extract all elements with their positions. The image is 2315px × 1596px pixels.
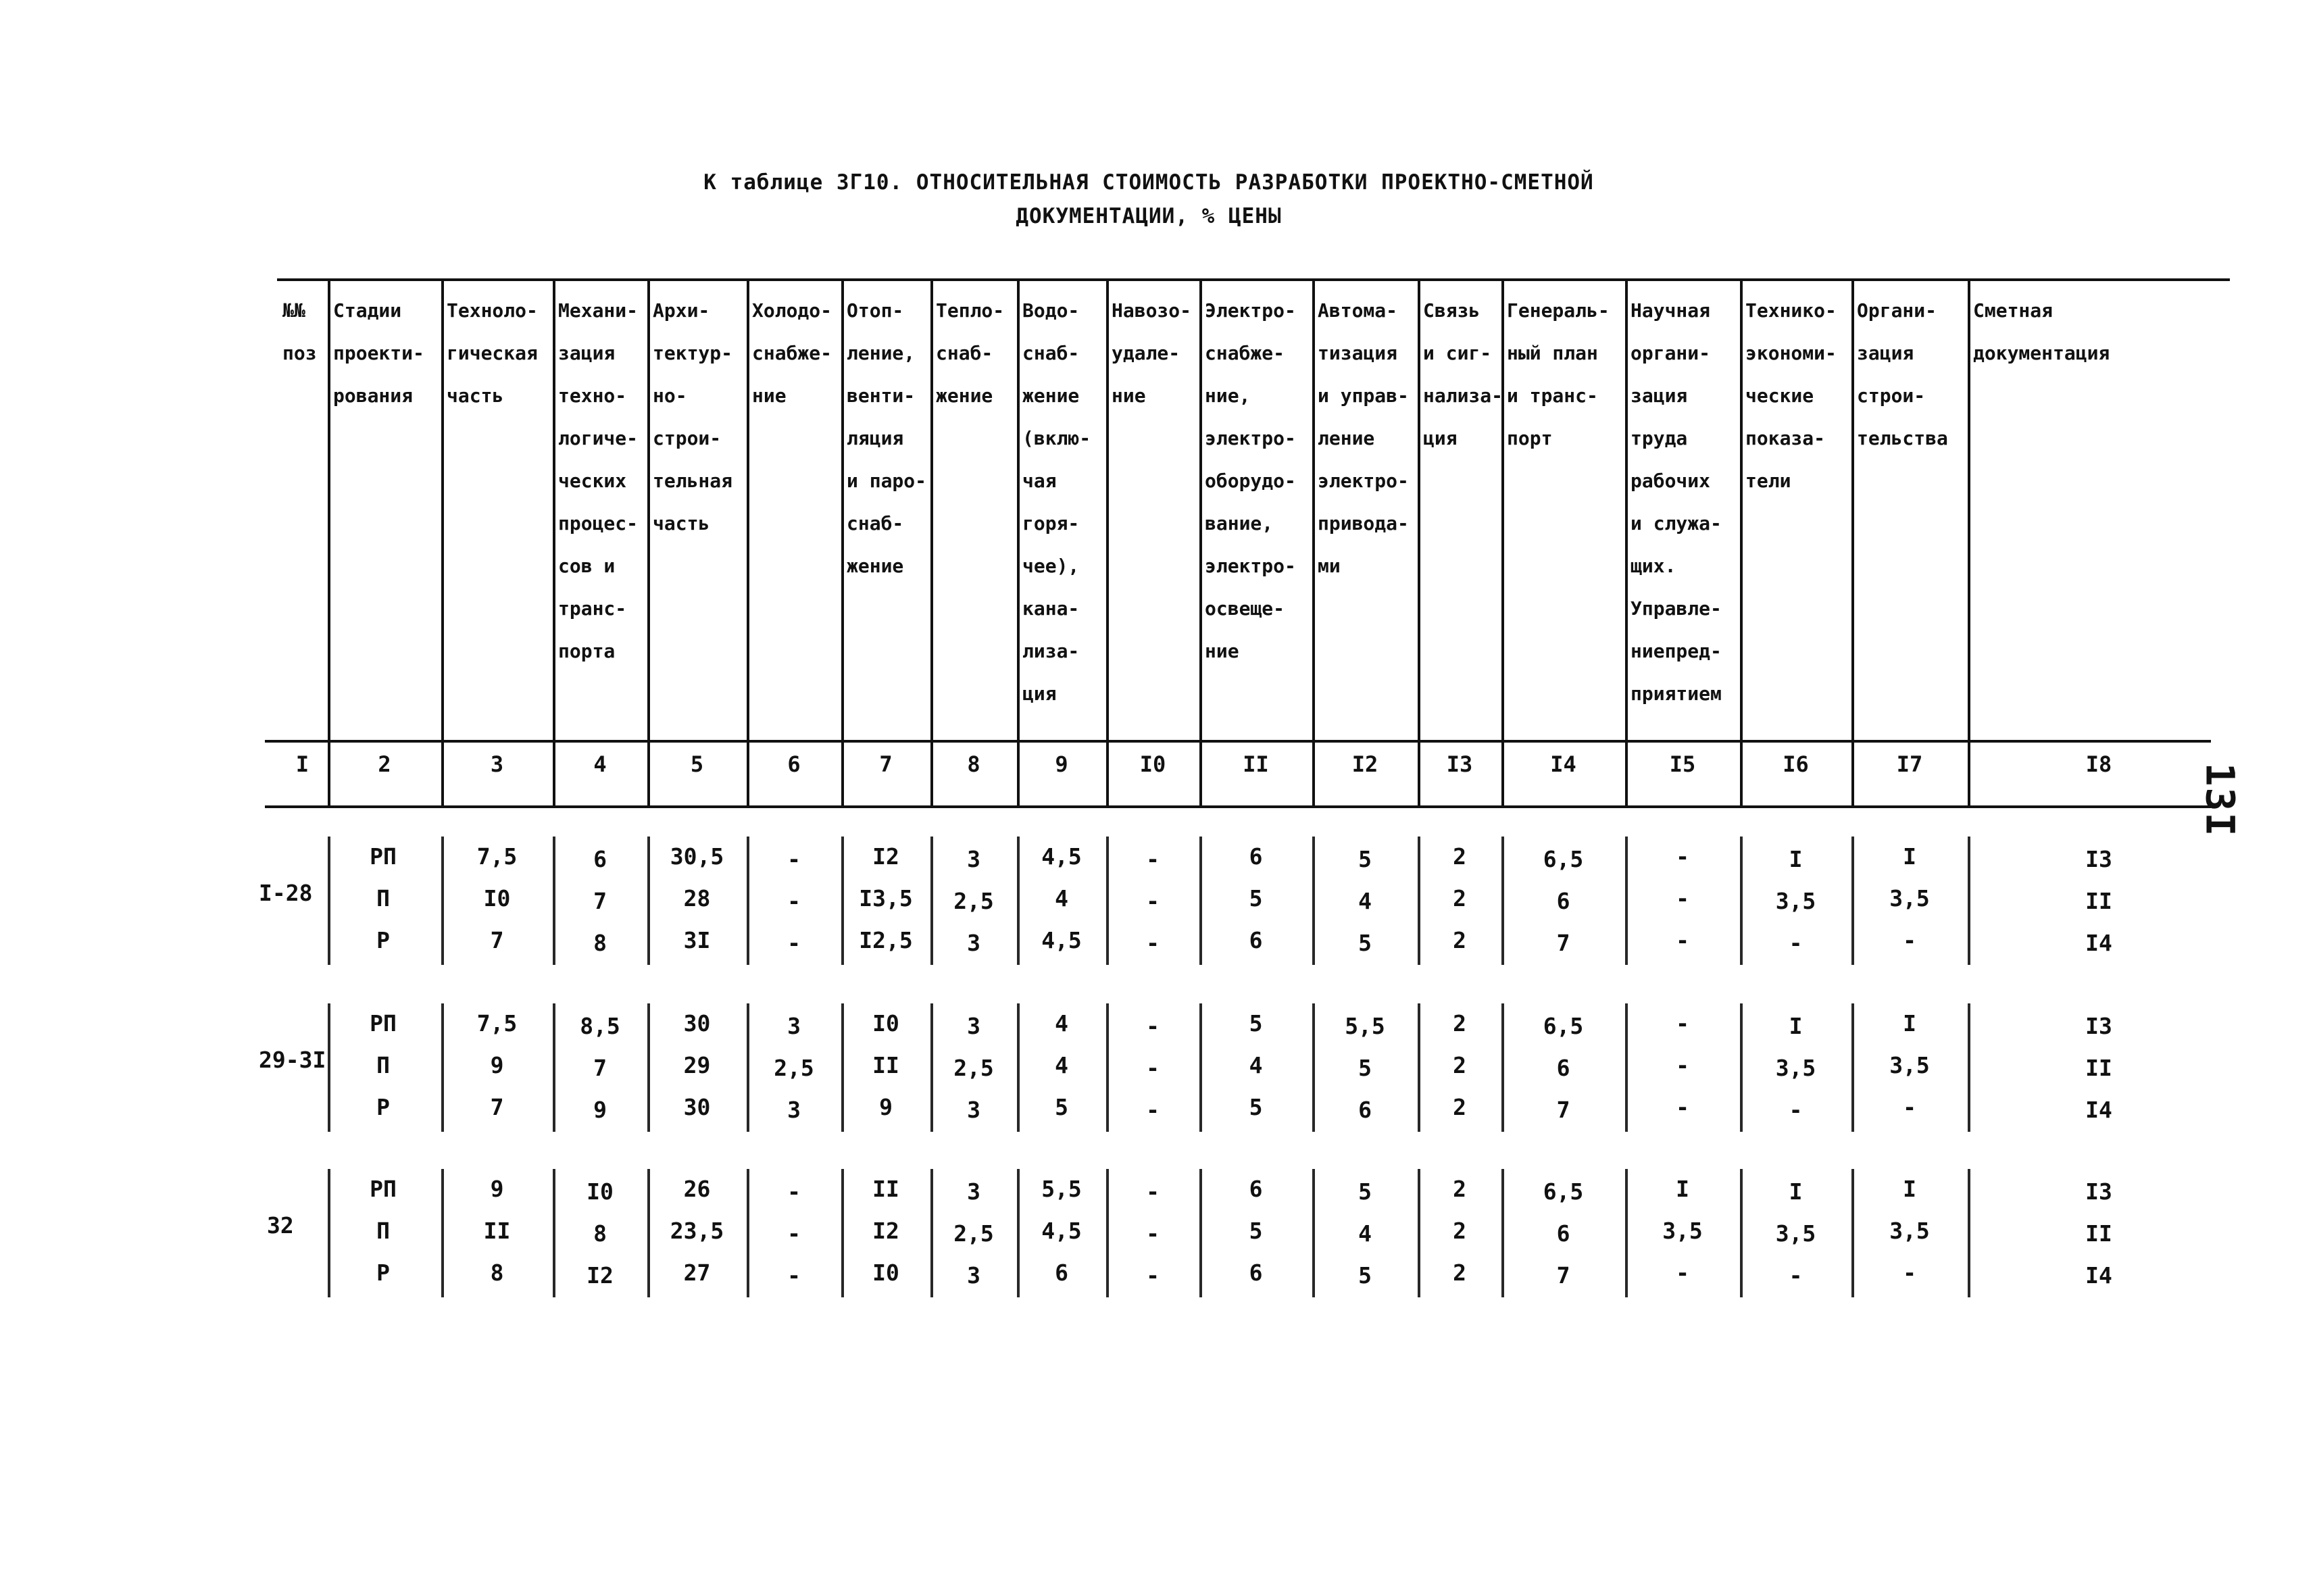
table-cell: 5 (1358, 1262, 1372, 1289)
table-cell: - (1676, 885, 1689, 912)
number-column-divider (1106, 740, 1109, 807)
table-cell: 2 (1453, 1094, 1466, 1120)
table-cell: 3,5 (1775, 1220, 1816, 1247)
table-cell: 7 (593, 888, 607, 914)
table-cell: 2 (1453, 1176, 1466, 1202)
table-cell: 4 (1055, 885, 1068, 912)
column-number: 8 (967, 751, 980, 777)
column-number: I5 (1669, 751, 1696, 777)
body-column-divider (747, 1003, 749, 1132)
column-number: 7 (879, 751, 893, 777)
column-header: Научная органи- зация труда рабочих и служа- щих. Управле- ниепред- приятием (1631, 299, 1722, 705)
body-column-divider (1625, 837, 1628, 965)
table-cell: 5 (1249, 1010, 1263, 1037)
body-column-divider (1312, 837, 1315, 965)
table-cell: 29 (683, 1052, 711, 1078)
table-cell: - (787, 1220, 801, 1247)
number-column-divider (1740, 740, 1743, 807)
table-cell: 9 (490, 1176, 504, 1202)
table-cell: II (2085, 1220, 2112, 1247)
number-column-divider (1625, 740, 1628, 807)
table-cell: 2 (1453, 1260, 1466, 1286)
body-column-divider (1851, 837, 1854, 965)
table-cell: 8 (593, 1220, 607, 1247)
body-column-divider (1312, 1003, 1315, 1132)
body-column-divider (441, 1003, 444, 1132)
column-number: I7 (1896, 751, 1923, 777)
table-cell: - (1146, 1262, 1160, 1289)
column-header: Отоп- ление, венти- ляция и паро- снаб- жение (847, 299, 927, 577)
body-column-divider (1418, 837, 1420, 965)
table-cell: - (1903, 1094, 1916, 1120)
column-number: I4 (1550, 751, 1576, 777)
table-cell: 2 (1453, 1052, 1466, 1078)
body-column-divider (1017, 837, 1020, 965)
number-column-divider (841, 740, 844, 807)
column-header: Тепло- снаб- жение (936, 299, 1005, 407)
table-cell: 3 (967, 1013, 980, 1039)
table-cell: 2,5 (953, 1055, 994, 1081)
table-cell: I2 (872, 1218, 899, 1244)
body-column-divider (1418, 1169, 1420, 1297)
table-title (608, 166, 1689, 233)
table-cell: 30,5 (670, 843, 724, 870)
table-cell: 7,5 (476, 1010, 518, 1037)
table-cell: 6 (1556, 1055, 1570, 1081)
column-header: Водо- снаб- жение (вклю- чая горя- чее), кана- лиза- ция (1022, 299, 1091, 705)
body-column-divider (1968, 837, 1970, 965)
table-cell: 9 (490, 1052, 504, 1078)
column-header: №№ поз (282, 299, 317, 364)
header-column-divider (1312, 278, 1315, 743)
body-column-divider (328, 837, 330, 965)
number-column-divider (1017, 740, 1020, 807)
body-column-divider (1740, 1003, 1743, 1132)
number-column-divider (1501, 740, 1504, 807)
body-column-divider (1501, 837, 1504, 965)
column-number: I2 (1351, 751, 1378, 777)
table-cell: II (2085, 888, 2112, 914)
column-header: Электро- снабже- ние, электро- оборудо- вание, электро- освеще- ние (1205, 299, 1296, 662)
body-column-divider (1968, 1169, 1970, 1297)
table-cell: 5 (1249, 1094, 1263, 1120)
number-column-divider (747, 740, 749, 807)
table-cell: 3,5 (1889, 885, 1930, 912)
table-cell: - (1789, 1262, 1803, 1289)
table-cell: 3 (967, 930, 980, 956)
column-number: 2 (378, 751, 391, 777)
body-column-divider (747, 837, 749, 965)
column-header: Связь и сиг- нализа- ция (1423, 299, 1503, 449)
table-cell: 23,5 (670, 1218, 724, 1244)
number-column-divider (930, 740, 933, 807)
body-column-divider (1625, 1003, 1628, 1132)
table-cell: 2 (1453, 843, 1466, 870)
table-cell: 2 (1453, 1218, 1466, 1244)
table-cell: 6 (1249, 927, 1263, 953)
table-top-rule (277, 278, 2230, 281)
table-cell: 5 (1358, 1178, 1372, 1205)
table-cell: - (1146, 1178, 1160, 1205)
body-column-divider (1106, 1003, 1109, 1132)
header-column-divider (1106, 278, 1109, 743)
header-column-divider (441, 278, 444, 743)
table-cell: I2 (587, 1262, 614, 1289)
body-column-divider (441, 1169, 444, 1297)
number-column-divider (441, 740, 444, 807)
column-number: I (295, 751, 309, 777)
table-cell: 4,5 (1041, 927, 1082, 953)
table-cell: 27 (683, 1260, 711, 1286)
table-cell: 9 (879, 1094, 893, 1120)
column-header: Холодо- снабже- ние (752, 299, 832, 407)
body-column-divider (441, 837, 444, 965)
table-cell: - (1146, 930, 1160, 956)
position-label: I-28 (259, 880, 313, 906)
column-header: Механи- зация техно- логиче- ческих процес- сов и транс- порта (558, 299, 639, 662)
table-cell: 6 (1249, 843, 1263, 870)
table-cell: - (787, 846, 801, 872)
table-cell: I4 (2085, 1262, 2112, 1289)
column-header: Сметная документация (1973, 299, 2110, 364)
table-cell: - (1676, 1052, 1689, 1078)
number-column-divider (553, 740, 555, 807)
header-column-divider (647, 278, 650, 743)
table-cell: - (1676, 1094, 1689, 1120)
table-cell: - (1146, 1097, 1160, 1123)
body-column-divider (930, 837, 933, 965)
header-column-divider (1968, 278, 1970, 743)
position-label: 29-3I (259, 1047, 326, 1073)
header-column-divider (328, 278, 330, 743)
table-cell: 7 (593, 1055, 607, 1081)
column-number: 3 (490, 751, 504, 777)
column-header: Навозо- удале- ние (1112, 299, 1192, 407)
body-column-divider (1199, 837, 1202, 965)
stage-cell: П (376, 885, 390, 912)
body-column-divider (553, 1169, 555, 1297)
stage-cell: РП (370, 1176, 397, 1202)
table-cell: 6 (1249, 1176, 1263, 1202)
table-cell: 8 (593, 930, 607, 956)
table-cell: 4 (1249, 1052, 1263, 1078)
table-cell: 6,5 (1543, 1178, 1584, 1205)
body-column-divider (1851, 1003, 1854, 1132)
table-cell: II (483, 1218, 511, 1244)
table-cell: 2 (1453, 885, 1466, 912)
table-cell: 26 (683, 1176, 711, 1202)
stage-cell: П (376, 1052, 390, 1078)
stage-cell: П (376, 1218, 390, 1244)
table-cell: 3 (787, 1013, 801, 1039)
table-cell: 28 (683, 885, 711, 912)
page-number: 13I (2197, 762, 2243, 838)
table-cell: 3,5 (1775, 1055, 1816, 1081)
table-cell: 5 (1358, 846, 1372, 872)
table-cell: 3 (967, 846, 980, 872)
body-column-divider (747, 1169, 749, 1297)
table-cell: 7 (1556, 1097, 1570, 1123)
table-cell: - (1146, 1220, 1160, 1247)
table-cell: - (787, 888, 801, 914)
table-cell: 6,5 (1543, 846, 1584, 872)
table-cell: 2 (1453, 1010, 1466, 1037)
table-cell: I3,5 (859, 885, 913, 912)
table-cell: I3 (2085, 1178, 2112, 1205)
table-cell: 6 (1556, 888, 1570, 914)
column-header: Органи- зация строи- тельства (1857, 299, 1948, 449)
body-column-divider (1199, 1003, 1202, 1132)
table-cell: 3 (787, 1097, 801, 1123)
table-cell: 3,5 (1775, 888, 1816, 914)
table-cell: - (1146, 1055, 1160, 1081)
number-column-divider (1199, 740, 1202, 807)
body-column-divider (1740, 1169, 1743, 1297)
table-cell: I (1676, 1176, 1689, 1202)
stage-cell: Р (376, 1260, 390, 1286)
table-cell: - (1146, 846, 1160, 872)
table-cell: I3 (2085, 846, 2112, 872)
column-number: I6 (1783, 751, 1809, 777)
title-line-1: К таблице 3Г10. ОТНОСИТЕЛЬНАЯ СТОИМОСТЬ РАЗРАБОТКИ ПРОЕКТНО-СМЕТНОЙ (703, 170, 1594, 195)
table-cell: - (1676, 1010, 1689, 1037)
body-column-divider (1106, 1169, 1109, 1297)
table-cell: - (1146, 1013, 1160, 1039)
body-column-divider (1501, 1169, 1504, 1297)
table-cell: 3,5 (1662, 1218, 1703, 1244)
table-cell: 3 (967, 1178, 980, 1205)
column-header: Автома- тизация и управ- ление электро- привода- ми (1318, 299, 1409, 577)
table-cell: 7 (490, 1094, 504, 1120)
table-cell: - (1789, 1097, 1803, 1123)
body-column-divider (841, 1003, 844, 1132)
stage-cell: РП (370, 1010, 397, 1037)
number-column-divider (647, 740, 650, 807)
column-number: 6 (787, 751, 801, 777)
body-column-divider (841, 837, 844, 965)
table-cell: 6 (593, 846, 607, 872)
table-cell: 30 (683, 1094, 711, 1120)
table-cell: 7,5 (476, 843, 518, 870)
table-cell: 2,5 (953, 1220, 994, 1247)
stage-cell: РП (370, 843, 397, 870)
table-cell: 4 (1358, 888, 1372, 914)
table-cell: - (787, 930, 801, 956)
column-header: Техноло- гическая часть (447, 299, 538, 407)
column-header: Стадии проекти- рования (333, 299, 424, 407)
header-column-divider (1851, 278, 1854, 743)
table-cell: I3 (2085, 1013, 2112, 1039)
header-column-divider (1740, 278, 1743, 743)
table-cell: 9 (593, 1097, 607, 1123)
number-column-divider (1851, 740, 1854, 807)
header-column-divider (553, 278, 555, 743)
column-number: I0 (1139, 751, 1166, 777)
table-cell: 8 (490, 1260, 504, 1286)
table-cell: - (787, 1178, 801, 1205)
table-cell: I (1903, 843, 1916, 870)
header-column-divider (747, 278, 749, 743)
header-column-divider (1625, 278, 1628, 743)
table-cell: 2 (1453, 927, 1466, 953)
table-cell: 4 (1055, 1010, 1068, 1037)
table-cell: I4 (2085, 930, 2112, 956)
table-cell: 5 (1249, 1218, 1263, 1244)
header-column-divider (841, 278, 844, 743)
body-column-divider (647, 1169, 650, 1297)
table-cell: - (1789, 930, 1803, 956)
body-column-divider (553, 1003, 555, 1132)
body-column-divider (1418, 1003, 1420, 1132)
table-cell: - (1903, 927, 1916, 953)
table-cell: 5 (1055, 1094, 1068, 1120)
body-column-divider (1968, 1003, 1970, 1132)
column-header: Генераль- ный план и транс- порт (1507, 299, 1610, 449)
table-cell: I (1789, 846, 1803, 872)
table-cell: I2,5 (859, 927, 913, 953)
body-column-divider (1740, 837, 1743, 965)
table-cell: I0 (587, 1178, 614, 1205)
table-cell: I (1789, 1013, 1803, 1039)
body-column-divider (1851, 1169, 1854, 1297)
table-cell: I (1903, 1176, 1916, 1202)
body-column-divider (647, 837, 650, 965)
body-column-divider (328, 1169, 330, 1297)
table-cell: 8,5 (580, 1013, 620, 1039)
table-cell: 5,5 (1345, 1013, 1385, 1039)
table-cell: - (787, 1262, 801, 1289)
position-label: 32 (267, 1212, 294, 1239)
body-column-divider (553, 837, 555, 965)
column-number: II (1243, 751, 1269, 777)
body-column-divider (1625, 1169, 1628, 1297)
column-number: 9 (1055, 751, 1068, 777)
table-cell: - (1146, 888, 1160, 914)
table-cell: 7 (1556, 1262, 1570, 1289)
table-cell: 2,5 (953, 888, 994, 914)
header-column-divider (1199, 278, 1202, 743)
number-column-divider (1418, 740, 1420, 807)
column-number: 4 (593, 751, 607, 777)
column-number-rule (265, 805, 2211, 808)
table-cell: I4 (2085, 1097, 2112, 1123)
table-cell: 4 (1055, 1052, 1068, 1078)
table-cell: 7 (490, 927, 504, 953)
table-cell: 5 (1358, 930, 1372, 956)
body-column-divider (841, 1169, 844, 1297)
stage-cell: Р (376, 1094, 390, 1120)
body-column-divider (1017, 1003, 1020, 1132)
table-cell: 3 (967, 1097, 980, 1123)
column-header: Архи- тектур- но- строи- тельная часть (653, 299, 733, 534)
table-cell: 6 (1249, 1260, 1263, 1286)
table-cell: 5 (1358, 1055, 1372, 1081)
table-cell: 4,5 (1041, 843, 1082, 870)
table-cell: 5 (1249, 885, 1263, 912)
table-cell: - (1903, 1260, 1916, 1286)
column-number: I8 (2085, 751, 2112, 777)
body-column-divider (1501, 1003, 1504, 1132)
table-cell: 2,5 (774, 1055, 814, 1081)
table-cell: I0 (872, 1010, 899, 1037)
header-bottom-rule (265, 740, 2211, 743)
table-cell: - (1676, 843, 1689, 870)
table-cell: I0 (872, 1260, 899, 1286)
table-cell: - (1676, 1260, 1689, 1286)
table-cell: II (872, 1176, 899, 1202)
table-cell: 4,5 (1041, 1218, 1082, 1244)
body-column-divider (1199, 1169, 1202, 1297)
table-cell: 3 (967, 1262, 980, 1289)
table-cell: 6 (1358, 1097, 1372, 1123)
body-column-divider (930, 1169, 933, 1297)
table-cell: I0 (483, 885, 511, 912)
table-cell: 7 (1556, 930, 1570, 956)
table-cell: 6,5 (1543, 1013, 1584, 1039)
title-line-2: ДОКУМЕНТАЦИИ, % ЦЕНЫ (1016, 204, 1282, 228)
body-column-divider (1106, 837, 1109, 965)
table-cell: II (2085, 1055, 2112, 1081)
table-cell: I (1789, 1178, 1803, 1205)
table-cell: 4 (1358, 1220, 1372, 1247)
body-column-divider (1312, 1169, 1315, 1297)
number-column-divider (1312, 740, 1315, 807)
table-cell: 3,5 (1889, 1218, 1930, 1244)
table-cell: I2 (872, 843, 899, 870)
table-cell: - (1676, 927, 1689, 953)
body-column-divider (647, 1003, 650, 1132)
number-column-divider (1968, 740, 1970, 807)
table-cell: I (1903, 1010, 1916, 1037)
table-cell: 3,5 (1889, 1052, 1930, 1078)
body-column-divider (1017, 1169, 1020, 1297)
header-column-divider (930, 278, 933, 743)
body-column-divider (328, 1003, 330, 1132)
column-header: Технико- экономи- ческие показа- тели (1745, 299, 1837, 492)
column-number: I3 (1446, 751, 1473, 777)
header-column-divider (1017, 278, 1020, 743)
stage-cell: Р (376, 927, 390, 953)
table-cell: II (872, 1052, 899, 1078)
table-cell: 6 (1055, 1260, 1068, 1286)
table-cell: 30 (683, 1010, 711, 1037)
table-cell: 6 (1556, 1220, 1570, 1247)
header-column-divider (1418, 278, 1420, 743)
column-number: 5 (690, 751, 704, 777)
body-column-divider (930, 1003, 933, 1132)
table-cell: 3I (683, 927, 711, 953)
table-cell: 5,5 (1041, 1176, 1082, 1202)
